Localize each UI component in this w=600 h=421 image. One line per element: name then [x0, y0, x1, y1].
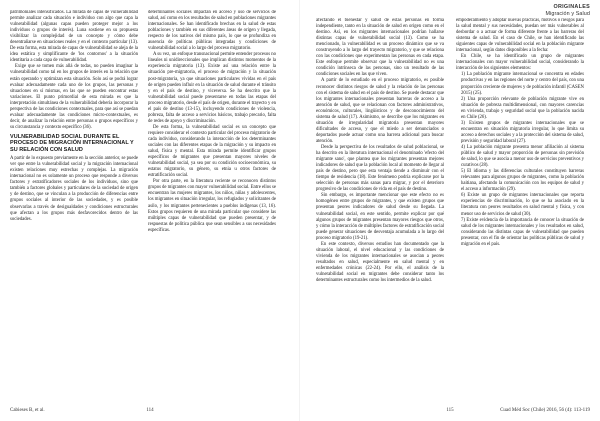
paragraph: En Chile, se ha identificado un grupo de migrantes internacionales con mayor vulnerabilidad social, considerando la interacción de los siguientes elementos: — [456, 54, 584, 72]
paragraph: Exige que se tomen más allá de todas, no pueden imaginar la vulnerabilidad como tal en los grupos de interés en la relación que están operando y optimizan esta situación. Solo así se podrá lograr evaluar adecuadamente cada uno de los grupos, las personas y situaciones en sí mismas, en las que se pueden encontrar estas variaciones. El punto primordial de esta mirada es que la interpretación simultánea de la vulnerabilidad debería incorporar la perspectiva de las condiciones contextuales, para que así se puedan evaluar adecuadamente las condiciones micro-contextuales, es decir, de analizar la relación entre personas o grupos específicos y su circunstancia y contexto específico (36). — [10, 64, 138, 130]
right-page — [300, 0, 600, 421]
list-item: 2) Una proporción relevante de población migrante vive en situación de pobreza multidimensional, con mayores carencias en vivienda, trabajo y seguridad social que la población nacida en Chile (26). — [461, 96, 584, 120]
paragraph: determinantes sociales impactan en acceso y uso de servicios de salud, así como en los resultados de salud en poblaciones migrantes internacionales. Se han identificado brechas en la salud de estas poblaciones y también en sus diferentes áreas de origen y llegada, respecto de los nativos del mismo país, lo que se profundiza en ausencia de políticas públicas integradas y condiciones de vulnerabilidad social a lo largo del proceso migratorio. — [148, 10, 276, 52]
right-column-2 — [456, 18, 584, 416]
paragraph: De esta forma, la vulnerabilidad social es un concepto que requiere considerar el contexto particular del proceso migratorio de cada individuo, considerando la interacción de los determinantes sociales con las diferentes etapas de la migración y su impacto en salud, física y mental. Esta mirada permite identificar grupos específicos de migrantes que presentan mayores niveles de vulnerabilidad social, ya sea por su condición socioeconómica, su estatus migratorio, su género, su etnia u otros factores de estratificación social. — [148, 124, 276, 179]
left-column-1 — [10, 10, 138, 408]
paragraph: A partir de lo estudiado en el proceso migratorio, es posible reconocer distintos riesgos de salud y la relación de las personas con el sistema de salud en el país de destino. Se puede destacar que los migrantes internacionales presentan barreras de acceso a la atención de salud, que se relacionan con factores administrativos, económicos, culturales, lingüísticos y de desconocimiento del sistema de salud (17). Asimismo, se describe que los migrantes en situación de irregularidad migratoria presentan mayores dificultades de acceso, y que el miedo a ser denunciados o deportados puede actuar como una barrera adicional para buscar atención. — [316, 78, 444, 144]
paragraph: En este contexto, diversos estudios han documentado que la situación laboral, el nivel educacional y las condiciones de vivienda de los migrantes internacionales se asocian a peores resultados en salud, especialmente en salud mental y en enfermedades crónicas (22-24). Por ello, el análisis de la vulnerabilidad social en migrantes debe considerar tanto los determinantes estructurales como los intermedios de la salud. — [316, 241, 444, 284]
header-topic: Migración y Salud — [545, 10, 590, 17]
page-number-right: 115 — [446, 408, 454, 413]
footer-author: Cabieses B, et al. — [10, 408, 45, 413]
list-item: 5) El idioma y las diferencias culturales constituyen barreras relevantes para algunos grupos de migrantes, como la población haitiana, afectando la comunicación con los equipos de salud y el acceso a información (29). — [461, 169, 584, 193]
list-item: 6) Existe un grupo de migrantes internacionales que reporta experiencias de discriminación, lo que se ha asociado en la literatura con peores resultados en salud mental y física, y con menor uso de servicios de salud (30). — [461, 193, 584, 217]
header-section-kind: ORIGINALES — [553, 4, 590, 10]
section-heading: VULNERABILIDAD SOCIAL DURANTE EL PROCESO DE MIGRACIÓN INTERNACIONAL Y SU RELACIÓN CON SALUD — [10, 133, 134, 153]
list-item: 3) Existen grupos de migrantes internacionales que se encuentran en situación migratoria irregular, lo que limita su acceso a derechos sociales y a la protección del sistema de salud, previsión y seguridad laboral (27). — [461, 120, 584, 144]
paragraph: A partir de lo expuesto previamente en la sección anterior, se puede ver que entre la vulnerabilidad social y la migración internacional existen relaciones muy estrechas y complejas. La migración internacional no es solamente un proceso que responde a diversos factores y estratificadores sociales de los individuos, sino que también a factores globales y particulares de la sociedad de origen y de destino, que se vinculan a la producción de diferencias entre grupos sociales al interior de las sociedades, y es posible observarlas a través de desigualdades y condiciones estructurales que afectan a los grupos más desfavorecidos dentro de las sociedades. — [10, 156, 138, 222]
running-header — [450, 4, 590, 17]
paragraph: A su vez, un enfoque transnacional permite entender procesos no lineales ni unidireccionales que implican distintos momentos de la experiencia migratoria (13). Existe así una relación entre la situación pre-migratoria, el proceso de migración y la situación post-migratoria, ya que situaciones particulares vividas en el país de origen pueden influir en la situación de salud durante el tránsito y en el país de destino, y viceversa. Se ha descrito que la vulnerabilidad social puede presentarse en todas las etapas del proceso migratorio, desde el país de origen, durante el trayecto y en el país de destino (13-15), incluyendo condiciones de violencia, pobreza, falta de acceso a servicios básicos, trabajo precario, falta de redes de apoyo y discriminación. — [148, 52, 276, 124]
footer-journal-citation: Cuad Méd Soc (Chile) 2016, 56 (4): 113-119 — [500, 408, 590, 413]
paragraph: patrimoniales intensificados. La mirada de capas de vulnerabilidad permite analizar cada situación e individuo con algo que capa la vulnerabilidad (algunas capas pueden proteger mejor a los individuos o grupos de interés). Luna sostiene en su propuesta visibilizar la complejidad de un concepto y cómo debe desentrañarse en situaciones reales y en el contexto particular (13). De esta forma, esta mirada de capas de vulnerabilidad se aleja de la idea estática y simplificante de 'los contornos' a la situación identitaria a cada capa de vulnerabilidad. — [10, 10, 138, 64]
paragraph: Desde la perspectiva de los resultados de salud poblacional, se ha descrito en la literatura internacional el denominado 'efecto del migrante sano', que plantea que los migrantes presentan mejores indicadores de salud que la población local al momento de llegar al país de destino, pero que esta ventaja tiende a disminuir con el tiempo de residencia (18). Este fenómeno podría explicarse por la selección de personas más sanas para migrar, y por el deterioro progresivo de las condiciones de vida en el país de destino. — [316, 144, 444, 193]
list-item: 1) La población migrante internacional se concentra en edades productivas y en las regiones del norte y centro del país, con una proporción creciente de mujeres y de población infantil (CASEN 2015) (25). — [461, 72, 584, 96]
left-column-2 — [148, 10, 276, 408]
paragraph: empoderamiento y adoptar nuevas prácticas, motivos o riesgos para la salud mental y sus necesidades, puedan ser más vulnerables al desbordar o a actuar de forma diferente frente a las barreras del sistema de salud. En el caso de Chile, se han identificado las siguientes capas de vulnerabilidad social en la población migrante internacional, según datos disponibles a la fecha: — [456, 18, 584, 54]
list-item: 7) Existe evidencia de la importancia de conocer la situación de salud de los migrantes internacionales y los resultados en salud, considerando las distintas capas de vulnerabilidad que pueden presentar, con el fin de orientar las políticas públicas de salud y migración en el país. — [461, 217, 584, 247]
paragraph: Por otra parte, en la literatura reciente se reconocen distintos grupos de migrantes con mayor vulnerabilidad social. Entre ellos se encuentran las mujeres migrantes, los niños, niñas y adolescentes, los migrantes en situación irregular, los refugiados y solicitantes de asilo, y los migrantes pertenecientes a pueblos indígenas (13, 16). Estos grupos requieren de una mirada particular que considere las múltiples capas de vulnerabilidad que pueden presentar, y de respuestas de política pública que sean sensibles a sus necesidades específicas. — [148, 179, 276, 233]
right-column-1 — [316, 18, 444, 416]
paragraph: Sin embargo, es importante mencionar que este efecto no es homogéneo entre grupos de migrantes, y que existen grupos que presentan peores indicadores de salud desde su llegada. La vulnerabilidad social, en este sentido, permite explicar por qué algunos grupos de migrantes presentan mayores riesgos que otros, y cómo la interacción de múltiples factores de estratificación social puede generar situaciones de desventaja acumulada a lo largo del proceso migratorio (19-21). — [316, 193, 444, 241]
list-item: 4) La población migrante presenta menor afiliación al sistema público de salud y mayor proporción de personas sin previsión de salud, lo que se asocia a menor uso de servicios preventivos y curativos (28). — [461, 144, 584, 169]
page-number-left: 114 — [146, 408, 154, 413]
paragraph: afectando el bienestar y salud de estas personas en forma independiente, tanto en la situación de salud en origen como en el destino. Así, en los migrantes internacionales podrían hallarse distintas capas de vulnerabilidad social (13). Como se ha mencionado, la vulnerabilidad es un proceso dinámico que se va construyendo a lo largo del trayecto migratorio, y que se relaciona con las condiciones que experimentan las personas en cada etapa. Este enfoque permite observar que la vulnerabilidad no es una condición intrínseca de las personas, sino un resultado de las condiciones sociales en las que viven. — [316, 18, 444, 78]
